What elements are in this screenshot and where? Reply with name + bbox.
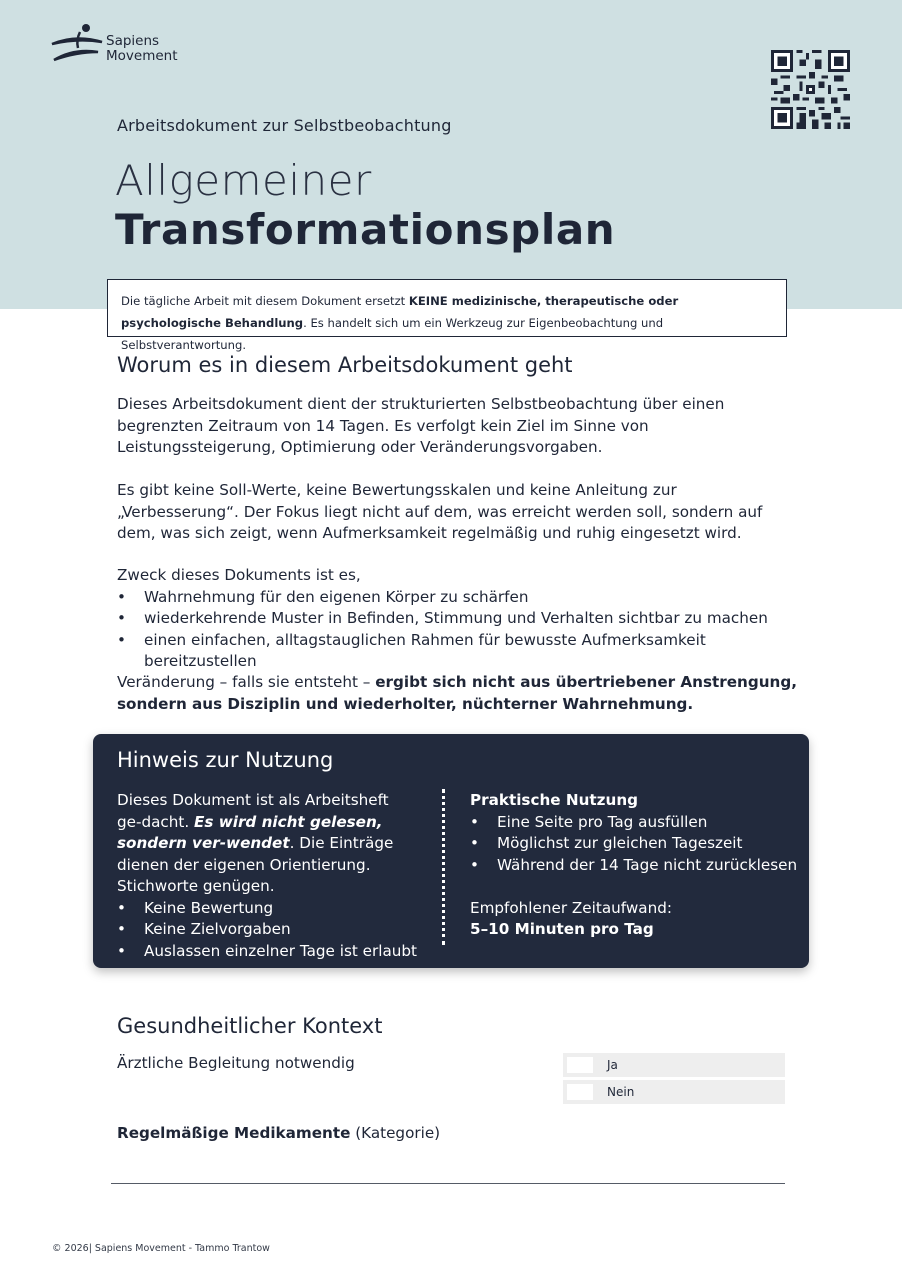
document-subtitle: Arbeitsdokument zur Selbstbeobachtung [117, 116, 452, 135]
usage-right-list [470, 812, 800, 877]
list-item: • Möglichst zur gleichen Tageszeit [470, 834, 743, 852]
brand-logo [50, 22, 200, 68]
list-item: • einen einfachen, alltagstauglichen Rahmen für bewusste Aufmerksamkeit bereitzustellen [117, 630, 706, 670]
footer-copyright: © 2026| Sapiens Movement - Tammo Trantow [52, 1243, 270, 1254]
qr-code-icon [771, 50, 850, 129]
time-label: Empfohlener Zeitaufwand: [470, 898, 672, 917]
health-heading: Gesundheitlicher Kontext [117, 1014, 383, 1038]
usage-left-list [117, 898, 417, 963]
page-title-line-1: Allgemeiner [115, 156, 372, 205]
about-paragraph-1: Dieses Arbeitsdokument dient der strukturierten Selbstbeobachtung über einen begrenzten Zeitraum von 14 Tagen. Es verfolgt kein Ziel im Sinne von Leistungssteigerung, Optimierung oder Veränderungsvorgaben. [117, 395, 725, 456]
usage-note-card [93, 734, 809, 968]
usage-right-column [470, 790, 800, 941]
page-title-line-2: Transformationsplan [115, 205, 616, 254]
list-item: • Keine Bewertung [117, 898, 274, 917]
about-heading: Worum es in diesem Arbeitsdokument geht [117, 353, 573, 377]
disclaimer-box [107, 279, 787, 352]
checkbox-no[interactable] [567, 1084, 593, 1100]
usage-heading: Hinweis zur Nutzung [117, 748, 334, 772]
medication-label-row [117, 1124, 440, 1142]
column-divider [442, 789, 445, 945]
purpose-list [117, 587, 797, 673]
option-no-label: Nein [607, 1085, 635, 1099]
list-item: • wiederkehrende Muster in Befinden, Stimmung und Verhalten sichtbar zu machen [117, 609, 768, 627]
list-item: • Keine Zielvorgaben [117, 920, 291, 938]
brand-line-2: Movement [106, 48, 178, 64]
list-item: • Wahrnehmung für den eigenen Körper zu schärfen [117, 587, 529, 606]
usage-left-column [117, 790, 417, 962]
disclaimer-text-post: . Es handelt sich um ein Werkzeug zur Eigenbeobachtung und Selbstverantwortung. [121, 316, 664, 352]
usage-intro: Dieses Dokument ist als Arbeitsheft ge-dacht. Es wird nicht gelesen, sondern ver-wendet. Die Einträge dienen der eigenen Orientierung. Stichworte genügen. [117, 791, 394, 895]
option-yes-label: Ja [607, 1058, 618, 1072]
time-value: 5–10 Minuten pro Tag [470, 920, 654, 938]
brand-mark-icon [50, 22, 106, 68]
purpose-intro: Zweck dieses Dokuments ist es, [117, 566, 361, 584]
usage-emphasis: Es wird nicht gelesen, sondern ver-wendet [117, 812, 383, 852]
list-item: • Eine Seite pro Tag ausfüllen [470, 812, 708, 831]
about-closing [117, 672, 797, 715]
practical-heading: Praktische Nutzung [470, 791, 638, 809]
medication-input-line[interactable] [111, 1183, 785, 1184]
list-item: • Auslassen einzelner Tage ist erlaubt [117, 941, 417, 960]
checkbox-yes[interactable] [567, 1057, 593, 1073]
disclaimer-text-bold: KEINE medizinische, therapeutische oder psychologische Behandlung [121, 294, 679, 330]
about-paragraph-2: Es gibt keine Soll-Werte, keine Bewertungsskalen und keine Anleitung zur „Verbesserung“. Der Fokus liegt nicht auf dem, was erreicht werden soll, sondern auf dem, was sich zeigt, wenn Aufmerksamkeit regelmäßig und ruhig eingesetzt wird. [117, 481, 763, 542]
option-yes[interactable] [563, 1053, 785, 1077]
disclaimer-text-pre: Die tägliche Arbeit mit diesem Dokument ersetzt [121, 294, 409, 308]
purpose-block [117, 565, 797, 673]
closing-text-bold: ergibt sich nicht aus übertriebener Anstrengung, sondern aus Disziplin und wiederholter, nüchterner Wahrnehmung. [117, 673, 798, 713]
medication-hint: (Kategorie) [355, 1124, 441, 1142]
option-no[interactable] [563, 1080, 785, 1104]
medical-support-label: Ärztliche Begleitung notwendig [117, 1054, 355, 1072]
closing-text-pre: Veränderung – falls sie entsteht – [117, 673, 376, 691]
medication-label: Regelmäßige Medikamente [117, 1124, 351, 1142]
list-item: • Während der 14 Tage nicht zurücklesen [470, 855, 798, 874]
brand-line-1: Sapiens [106, 33, 160, 49]
